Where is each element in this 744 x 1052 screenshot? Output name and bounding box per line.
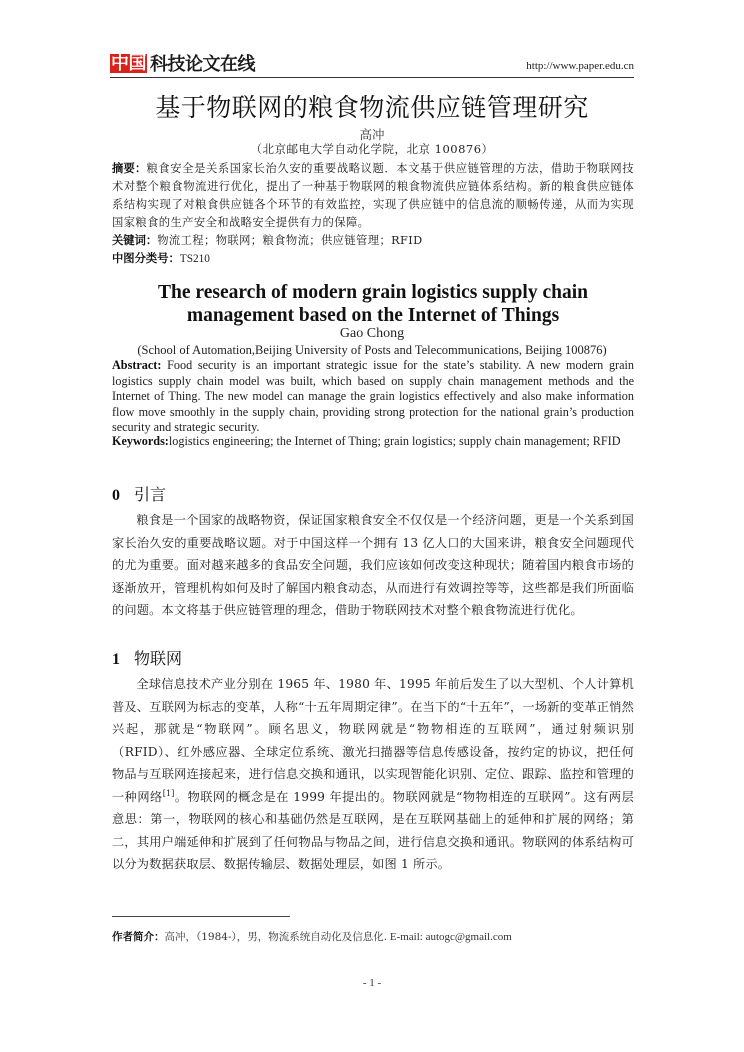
paragraph-text: 。物联网的概念是在 1999 年提出的。物联网就是“物物相连的互联网”。这有两层意思：第一，物联网的核心和基础仍然是互联网，是在互联网基础上的延伸和扩展的网络；第二，其用户端延伸和扩展到了任何物品与物品之间，进行信息交换和通讯。物联网的体系结构可以分为数据获取层、数据传输层、数据处理层，如图 1 所示。	[112, 789, 634, 871]
abstract-cn-label: 摘要：	[112, 162, 147, 175]
logo-black-part: 科技论文在线	[150, 54, 255, 75]
footnote-divider	[112, 916, 290, 917]
section-heading-0	[112, 482, 166, 505]
page-number: - 1 -	[362, 977, 382, 989]
abstract-en	[112, 358, 634, 436]
paper-title-cn: 基于物联网的粮食物流供应链管理研究	[155, 93, 589, 122]
author-cn: 高冲	[359, 127, 385, 142]
paragraph-text: 全球信息技术产业分别在 1965 年、1980 年、1995 年前后发生了以大型机、个人计算机普及、互联网为标志的变革，人称“十五年周期定律”。在当下的“十五年”，一场新的变革正悄然兴起，那就是“物联网”。顾名思义，物联网就是“物物相连的互联网”，通过射频识别（RFID）、红外感应器、全球定位系统、激光扫描器等信息传感设备，按约定的协议，把任何物品与互联网连接起来，进行信息交换和通讯，以实现智能化识别、定位、跟踪、监控和管理的一种网络	[112, 677, 634, 804]
footnote-email[interactable]: E-mail: autogc@gmail.com	[387, 931, 512, 943]
footnote-text-cn: 高冲，（1984-），男，物流系统自动化及信息化.	[164, 931, 388, 943]
author-en: Gao Chong	[339, 326, 405, 341]
affiliation-cn: （北京邮电大学自动化学院，北京 100876）	[250, 142, 494, 156]
keywords-cn-label: 关键词：	[112, 234, 158, 247]
header-divider	[110, 77, 634, 78]
abstract-en-text: Food security is an important strategic issue for the state’s stability. A new modern grain logistics supply chain model was built, which based on supply chain management methods and the Internet of Thing. The new model can manage the grain logistics effectively and also make information flow move smoothly in the supply chain, providing strong protection for the national grain’s production security and strategic security.	[112, 358, 634, 434]
author-footnote	[112, 929, 512, 944]
keywords-cn-text: 物流工程；物联网；粮食物流；供应链管理；RFID	[157, 234, 423, 247]
section-title: 引言	[134, 485, 167, 504]
footnote-label: 作者简介：	[112, 931, 165, 943]
logo-red-part: 中国	[111, 52, 146, 74]
section-number: 1	[112, 651, 120, 668]
classification-cn	[112, 250, 634, 268]
site-url-link[interactable]: http://www.paper.edu.cn	[526, 60, 634, 72]
abstract-cn	[112, 160, 634, 232]
section-title: 物联网	[134, 649, 183, 668]
keywords-en-text: logistics engineering; the Internet of Thing; grain logistics; supply chain management; RFID	[168, 434, 621, 448]
section-1-paragraph	[112, 673, 634, 876]
page-header	[110, 52, 634, 76]
classification-text: TS210	[179, 253, 210, 265]
section-0-paragraph: 粮食是一个国家的战略物资，保证国家粮食安全不仅仅是一个经济问题，更是一个关系到国家长治久安的重要战略议题。对于中国这样一个拥有 13 亿人口的大国来讲，粮食安全问题现代的尤为重要。面对越来越多的食品安全问题，我们应该如何改变这种现状；随着国内粮食市场的逐渐放开，管理机构如何及时了解国内粮食动态，从而进行有效调控等等，这些都是我们所面临的问题。本文将基于供应链管理的理念，借助于物联网技术对整个粮食物流进行优化。	[112, 513, 634, 617]
keywords-cn	[112, 232, 634, 250]
abstract-cn-text: 粮食安全是关系国家长治久安的重要战略议题．本文基于供应链管理的方法，借助于物联网技术对整个粮食物流进行优化，提出了一种基于物联网的粮食物流供应链体系结构。新的粮食供应链体系结构实现了对粮食供应链各个环节的有效监控，实现了供应链中的信息流的顺畅传递，从而为实现国家粮食的生产安全和战略安全提供有力的保障。	[112, 162, 634, 229]
classification-label: 中图分类号：	[112, 252, 180, 265]
citation-link[interactable]: [1]	[162, 788, 175, 798]
section-heading-1	[112, 646, 182, 669]
site-logo[interactable]	[110, 52, 255, 74]
affiliation-en: (School of Automation,Beijing University of Posts and Telecommunications, Beijing 100876)	[137, 343, 607, 357]
paper-title-en: The research of modern grain logistics supply chain management based on the Internet of Things	[158, 282, 588, 326]
abstract-en-label: Abstract:	[112, 358, 162, 372]
keywords-en-label: Keywords:	[112, 434, 169, 448]
section-number: 0	[112, 487, 120, 504]
keywords-en	[112, 434, 634, 450]
